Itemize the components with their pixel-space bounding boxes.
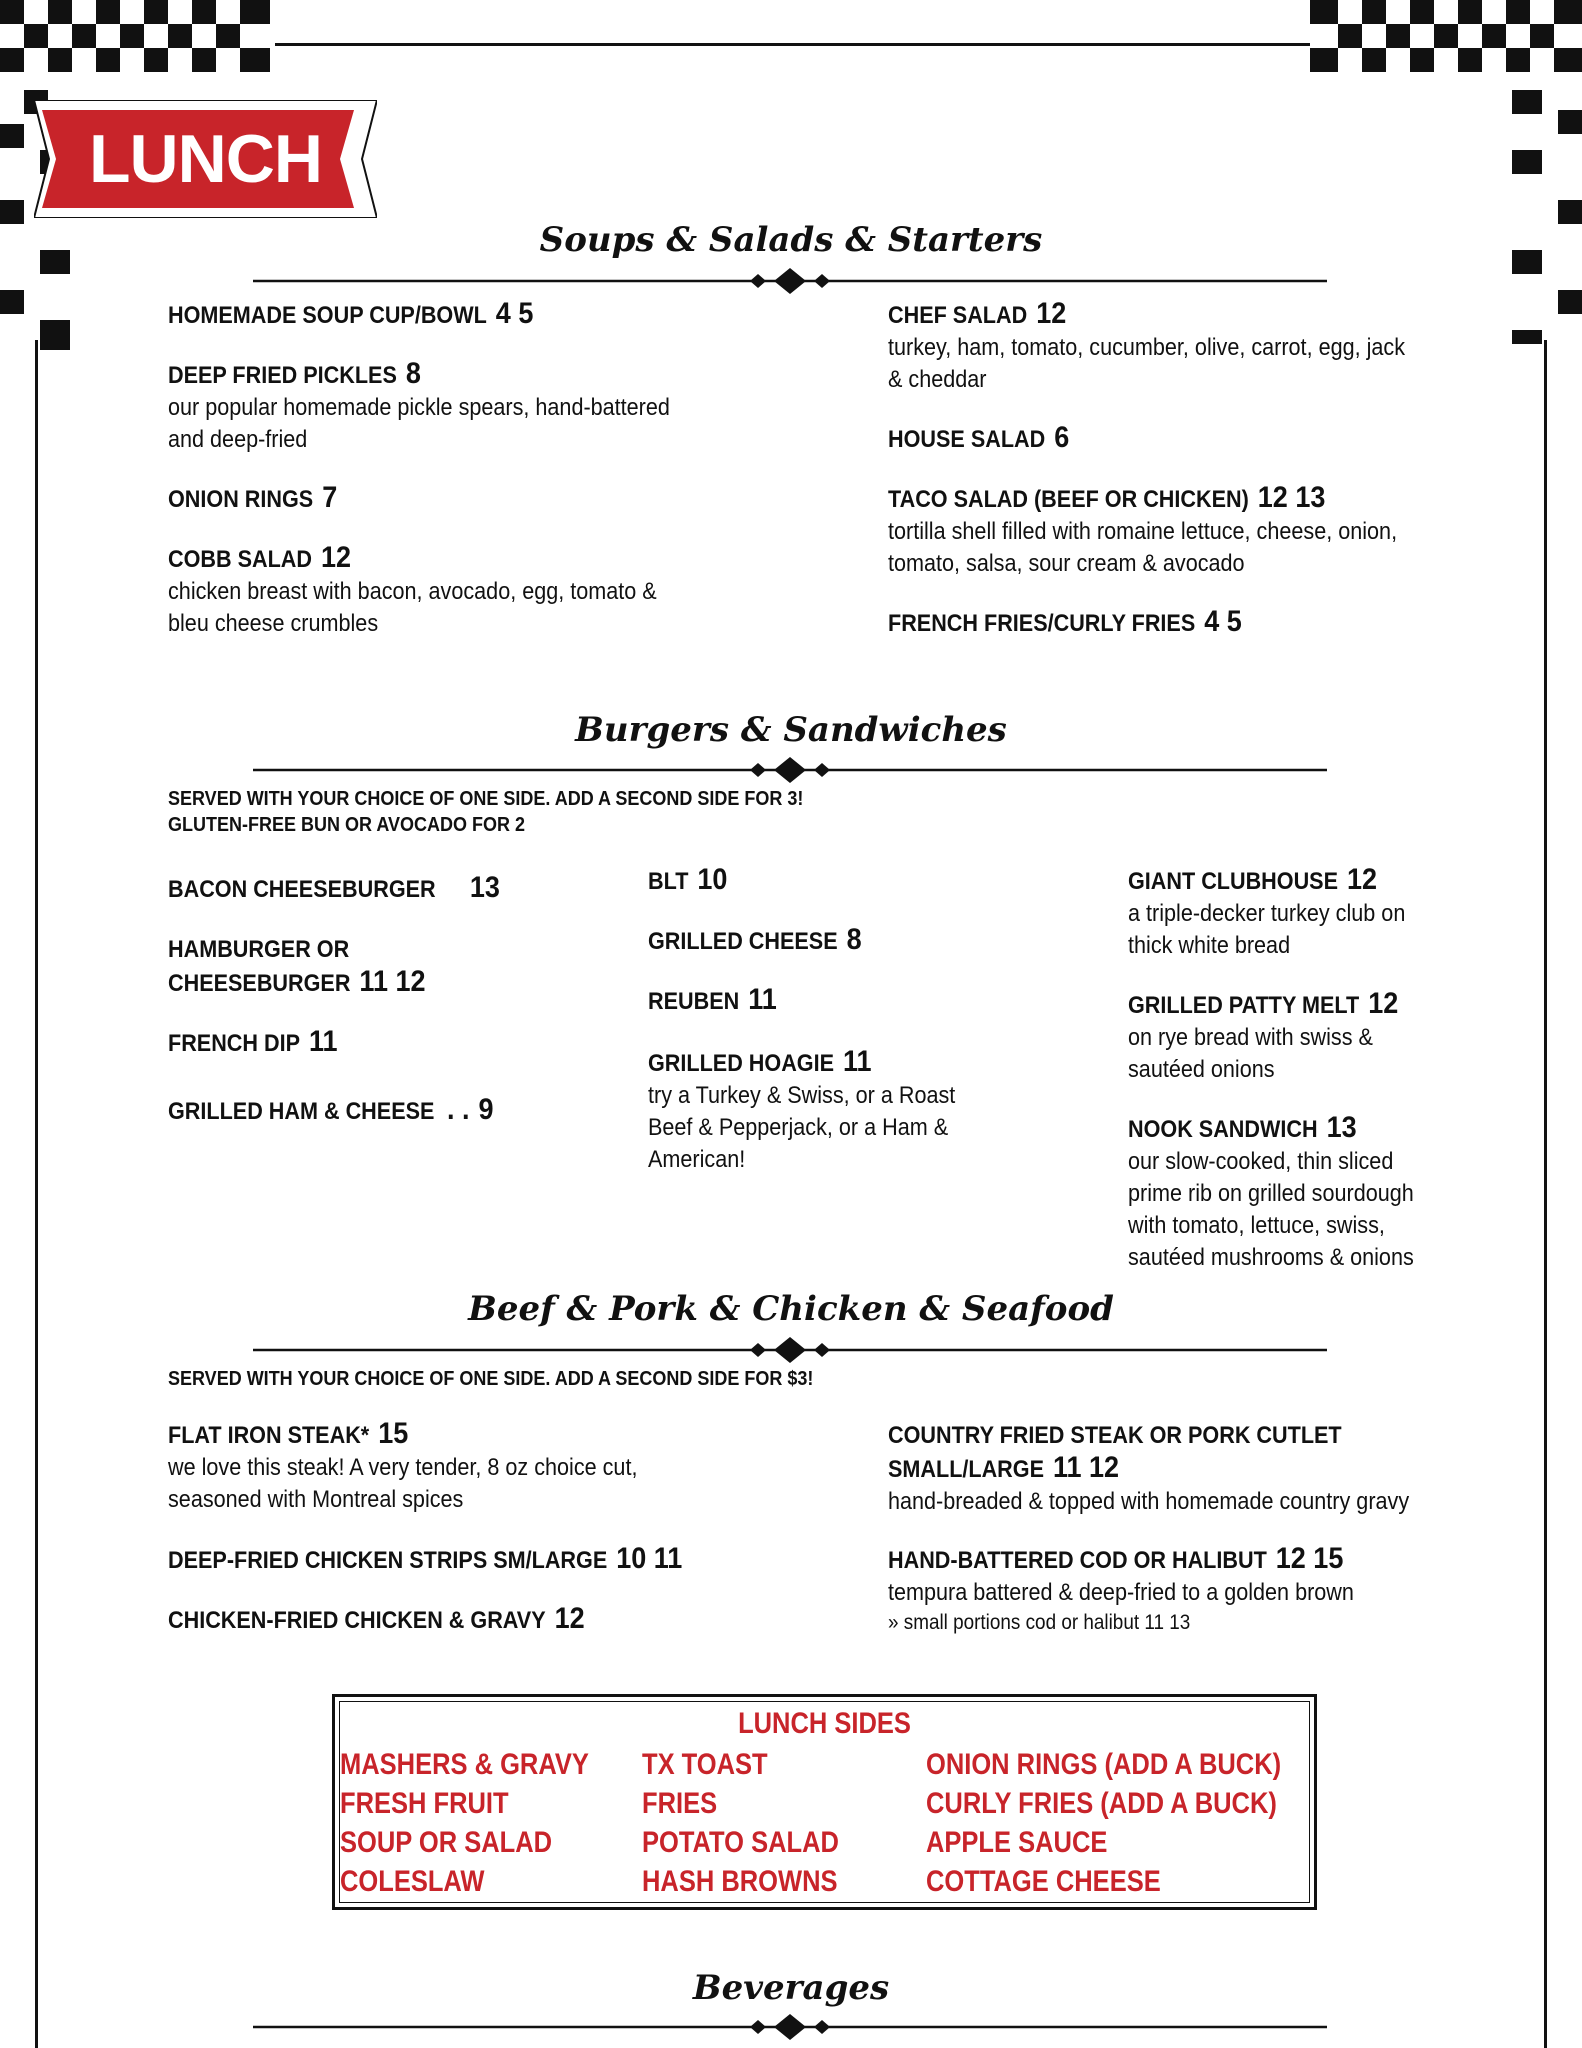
page-title: LUNCH <box>89 121 322 197</box>
menu-item: CHICKEN-FRIED CHICKEN & GRAVY 12 <box>168 1602 585 1635</box>
menu-item: FRENCH FRIES/CURLY FRIES 4 5 <box>888 605 1242 638</box>
side-item: COTTAGE CHEESE <box>926 1865 1161 1898</box>
side-item: APPLE SAUCE <box>926 1826 1108 1859</box>
divider-ornament-beef <box>253 1335 1327 1365</box>
side-item: ONION RINGS (ADD A BUCK) <box>926 1748 1282 1781</box>
menu-item: REUBEN 11 <box>648 983 777 1016</box>
frame-left-line <box>35 43 38 2048</box>
menu-item: COUNTRY FRIED STEAK OR PORK CUTLET SMALL/LARGE 11 12 hand-breaded & topped with homemade country gravy <box>888 1422 1410 1515</box>
menu-item: GIANT CLUBHOUSE 12 a triple-decker turkey club on thick white bread <box>1128 863 1406 959</box>
section-note: GLUTEN-FREE BUN OR AVOCADO FOR 2 <box>168 814 526 836</box>
lunch-sides-title: LUNCH SIDES <box>738 1707 911 1740</box>
divider-ornament-beverages <box>253 2012 1327 2042</box>
menu-item: HAND-BATTERED COD OR HALIBUT 12 15 tempura battered & deep-fried to a golden brown » small portions cod or halibut 11 13 <box>888 1542 1354 1634</box>
menu-item: DEEP-FRIED CHICKEN STRIPS SM/LARGE 10 11 <box>168 1542 683 1575</box>
section-title-burgers: Burgers & Sandwiches <box>575 710 1007 750</box>
menu-item: GRILLED HAM & CHEESE . . 9 <box>168 1093 494 1126</box>
side-item: POTATO SALAD <box>642 1826 839 1859</box>
side-item: COLESLAW <box>340 1865 485 1898</box>
section-title-beverages: Beverages <box>692 1968 890 2008</box>
menu-item: NOOK SANDWICH 13 our slow-cooked, thin sliced prime rib on grilled sourdough with tomato, lettuce, swiss, sautéed mushrooms & onions <box>1128 1111 1414 1271</box>
menu-item: FRENCH DIP 11 <box>168 1025 338 1058</box>
side-item: FRESH FRUIT <box>340 1787 509 1820</box>
divider-ornament-soups <box>253 266 1327 296</box>
side-item: MASHERS & GRAVY <box>340 1748 589 1781</box>
side-item: TX TOAST <box>642 1748 768 1781</box>
section-note: SERVED WITH YOUR CHOICE OF ONE SIDE. ADD A SECOND SIDE FOR 3! <box>168 788 804 810</box>
section-title-beef: Beef & Pork & Chicken & Seafood <box>468 1289 1114 1329</box>
menu-item: HOMEMADE SOUP CUP/BOWL 4 5 <box>168 297 534 330</box>
side-item: FRIES <box>642 1787 718 1820</box>
menu-item: ONION RINGS 7 <box>168 481 338 514</box>
section-note: SERVED WITH YOUR CHOICE OF ONE SIDE. ADD A SECOND SIDE FOR $3! <box>168 1368 814 1390</box>
menu-item: BLT 10 <box>648 863 728 896</box>
menu-item: HOUSE SALAD 6 <box>888 421 1070 454</box>
menu-item: HAMBURGER OR CHEESEBURGER 11 12 <box>168 936 426 998</box>
menu-item: FLAT IRON STEAK* 15 we love this steak! A very tender, 8 oz choice cut, seasoned with Montreal spices <box>168 1417 638 1513</box>
menu-item: GRILLED PATTY MELT 12 on rye bread with swiss & sautéed onions <box>1128 987 1399 1083</box>
side-item: HASH BROWNS <box>642 1865 838 1898</box>
checker-top-right <box>1310 0 1582 90</box>
checker-top-left <box>0 0 275 90</box>
menu-item: GRILLED HOAGIE 11 try a Turkey & Swiss, or a Roast Beef & Pepperjack, or a Ham & American! <box>648 1045 956 1173</box>
menu-item: CHEF SALAD 12 turkey, ham, tomato, cucumber, olive, carrot, egg, jack & cheddar <box>888 297 1406 393</box>
side-item: CURLY FRIES (ADD A BUCK) <box>926 1787 1277 1820</box>
side-item: SOUP OR SALAD <box>340 1826 553 1859</box>
menu-item: TACO SALAD (BEEF OR CHICKEN) 12 13 tortilla shell filled with romaine lettuce, cheese, onion, tomato, salsa, sour cream & avocado <box>888 481 1398 577</box>
menu-item: DEEP FRIED PICKLES 8 our popular homemade pickle spears, hand-battered and deep-fried <box>168 357 670 453</box>
menu-item: GRILLED CHEESE 8 <box>648 923 862 956</box>
section-title-soups: Soups & Salads & Starters <box>539 220 1043 260</box>
menu-item: COBB SALAD 12 chicken breast with bacon, avocado, egg, tomato & bleu cheese crumbles <box>168 541 657 637</box>
divider-ornament-burgers <box>253 755 1327 785</box>
menu-item: BACON CHEESEBURGER 13 <box>168 871 500 904</box>
